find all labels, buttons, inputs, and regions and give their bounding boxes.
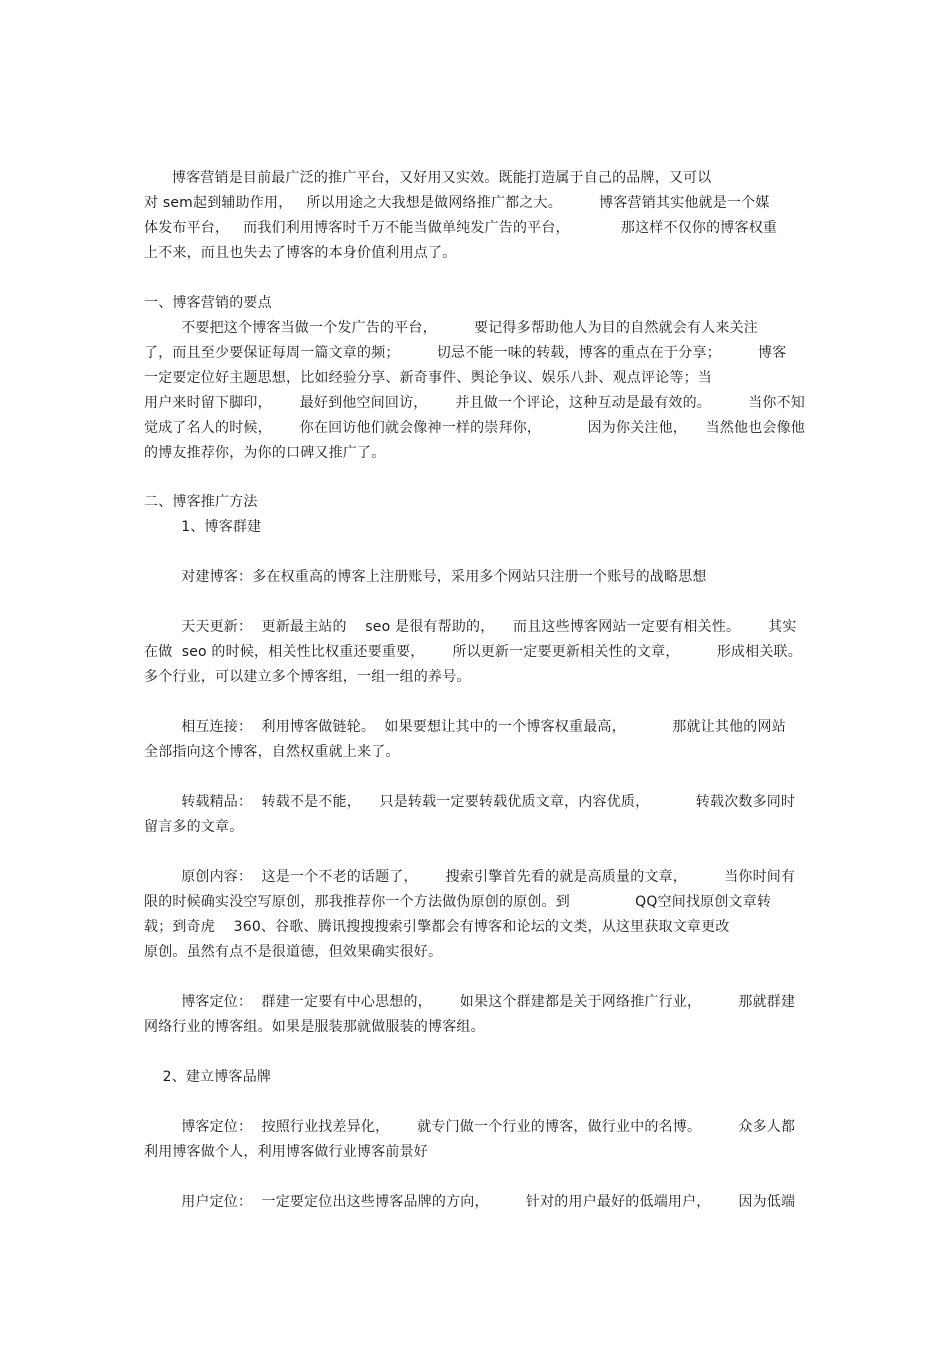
body-line: 限的时候确实没空写原创，那我推荐你一个方法做伪原创的原创。到 QQ空间找原创文章转	[144, 894, 772, 910]
body-line: 相互连接： 利用博客做链轮。 如果要想让其中的一个博客权重最高， 那就让其他的网站	[144, 719, 786, 735]
body-line: 在做 seo 的时候，相关性比权重还要重要， 所以更新一定要更新相关性的文章， 形成相关联。	[144, 644, 802, 660]
intro-line: 对 sem起到辅助作用， 所以用途之大我想是做网络推广都之大。 博客营销其实他就是一个媒	[144, 195, 770, 211]
body-line: 载；到奇虎 360、谷歌、腾讯搜搜搜索引擎都会有博客和论坛的文类，从这里获取文章更改	[144, 919, 730, 935]
subsection-heading: 2、建立博客品牌	[144, 1069, 272, 1085]
body-line: 原创内容： 这是一个不老的话题了， 搜索引擎首先看的就是高质量的文章， 当你时间有	[144, 869, 796, 885]
body-line: 对建博客：多在权重高的博客上注册账号，采用多个网站只注册一个账号的战略思想	[144, 569, 707, 585]
intro-line: 上不来，而且也失去了博客的本身价值利用点了。	[144, 245, 457, 261]
body-line: 留言多的文章。	[144, 819, 244, 835]
intro-line: 博客营销是目前最广泛的推广平台，又好用又实效。既能打造属于自己的品牌，又可以	[144, 170, 712, 186]
body-line: 觉成了名人的时候， 你在回访他们就会像神一样的崇拜你， 因为你关注他， 当然他也会像他	[144, 420, 806, 436]
body-line: 了，而且至少要保证每周一篇文章的频； 切忌不能一味的转载，博客的重点在于分享； 博客	[144, 345, 787, 361]
body-line: 原创。虽然有点不是很道德，但效果确实很好。	[144, 944, 443, 960]
body-line: 用户来时留下脚印， 最好到他空间回访， 并且做一个评论，这种互动是最有效的。 当你不知	[144, 395, 806, 411]
body-line: 天天更新： 更新最主站的 seo 是很有帮助的， 而且这些博客网站一定要有相关性。 其实	[144, 619, 797, 635]
body-line: 用户定位： 一定要定位出这些博客品牌的方向， 针对的用户最好的低端用户， 因为低端	[144, 1194, 796, 1210]
body-line: 利用博客做个人，利用博客做行业博客前景好	[144, 1144, 428, 1160]
body-line: 转载精品： 转载不是不能， 只是转载一定要转载优质文章，内容优质， 转载次数多同时	[144, 794, 796, 810]
body-line: 一定要定位好主题思想，比如经验分享、新奇事件、舆论争议、娱乐八卦、观点评论等；当	[144, 370, 712, 386]
subsection-heading: 1、博客群建	[144, 519, 262, 535]
body-line: 博客定位： 群建一定要有中心思想的， 如果这个群建都是关于网络推广行业， 那就群建	[144, 994, 796, 1010]
section-heading: 二、博客推广方法	[144, 494, 258, 510]
intro-line: 体发布平台， 而我们利用博客时千万不能当做单纯发广告的平台， 那这样不仅你的博客权重	[144, 220, 778, 236]
body-line: 多个行业，可以建立多个博客组，一组一组的养号。	[144, 669, 471, 685]
body-line: 博客定位： 按照行业找差异化， 就专门做一个行业的博客，做行业中的名博。 众多人都	[144, 1119, 796, 1135]
section-heading: 一、博客营销的要点	[144, 295, 272, 311]
body-line: 的博友推荐你，为你的口碑又推广了。	[144, 445, 386, 461]
body-line: 不要把这个博客当做一个发广告的平台， 要记得多帮助他人为目的自然就会有人来关注	[144, 320, 759, 336]
body-line: 全部指向这个博客，自然权重就上来了。	[144, 744, 400, 760]
body-line: 网络行业的博客组。如果是服装那就做服装的博客组。	[144, 1019, 485, 1035]
